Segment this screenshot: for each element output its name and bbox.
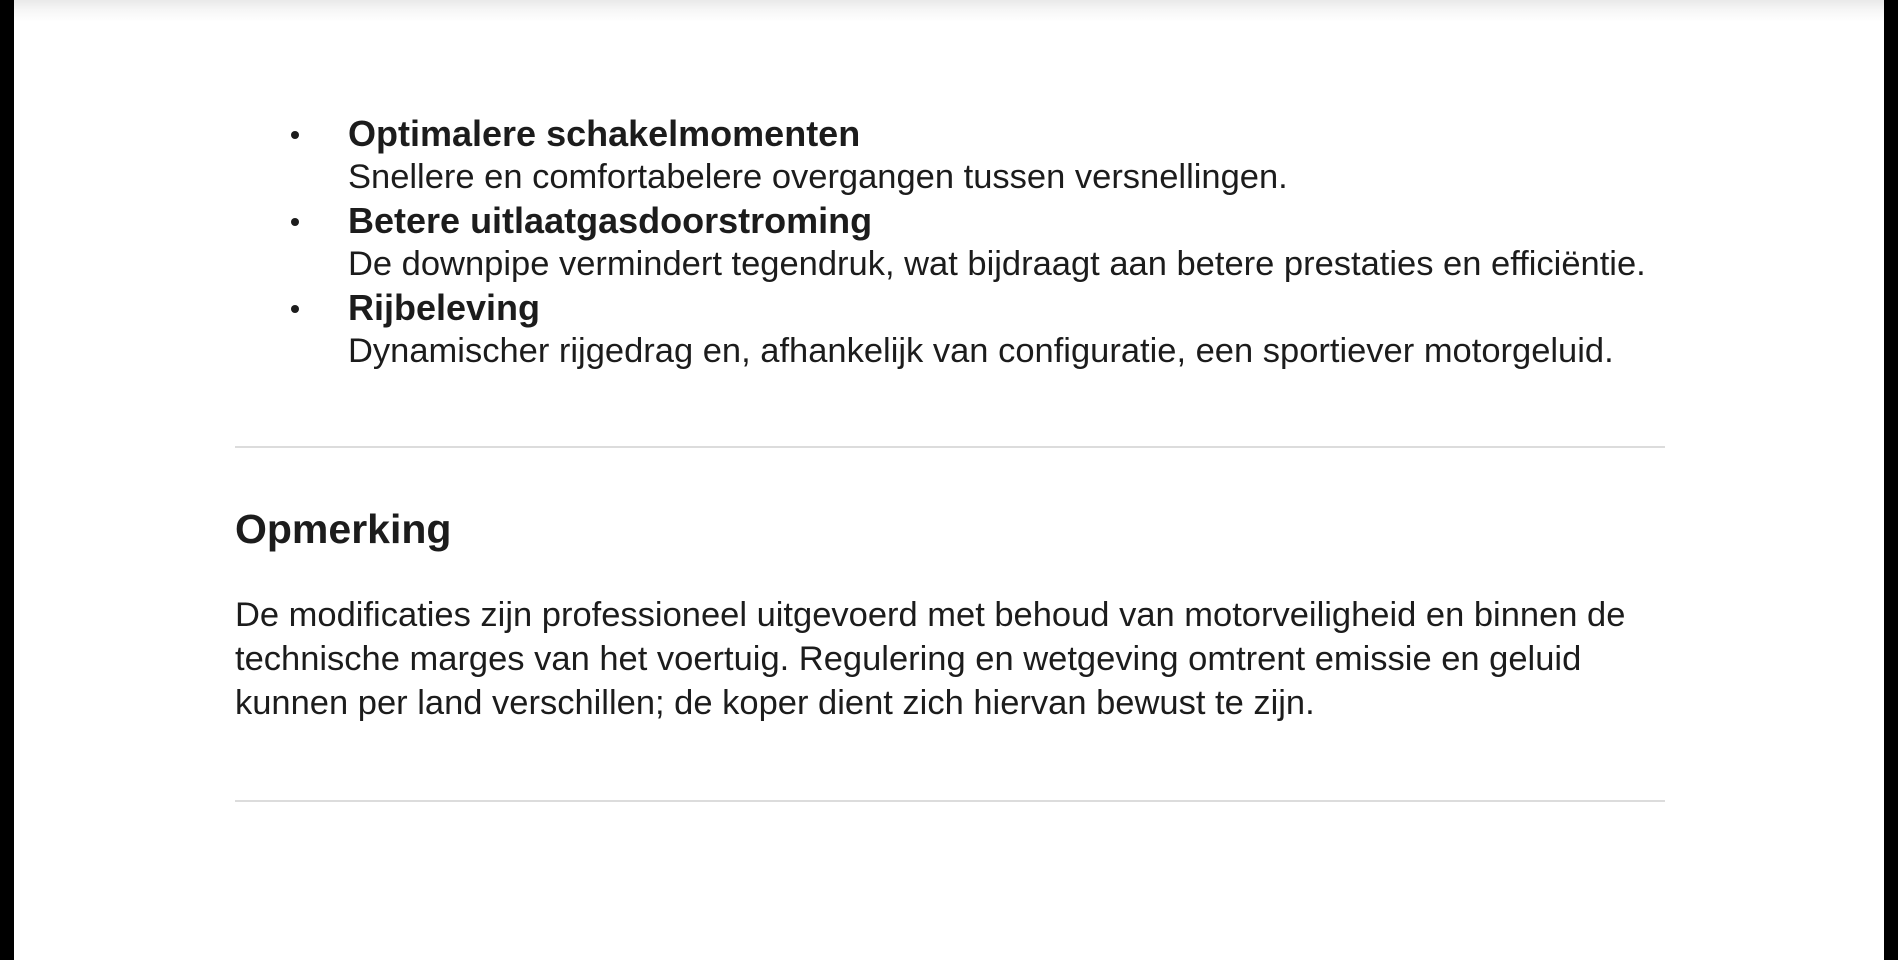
feature-title: Optimalere schakelmomenten bbox=[348, 113, 861, 154]
section-body: De modificaties zijn professioneel uitgevoerd met behoud van motorveiligheid en binnen de technische marges van het voertuig. Regulering en wetgeving omtrent emissie en geluid kunnen per land verschillen; de koper dient zich hiervan bewust te zijn. bbox=[235, 596, 1626, 722]
feature-title: Betere uitlaatgasdoorstroming bbox=[348, 200, 873, 241]
section-divider bbox=[235, 800, 1665, 802]
feature-description: Dynamischer rijgedrag en, afhankelijk van configuratie, een sportiever motorgeluid. bbox=[348, 331, 1614, 370]
section-heading: Opmerking bbox=[235, 506, 452, 552]
feature-description: De downpipe vermindert tegendruk, wat bijdraagt aan betere prestaties en efficiëntie. bbox=[348, 244, 1646, 283]
list-item bbox=[348, 112, 1675, 199]
section-divider bbox=[235, 446, 1665, 448]
list-item bbox=[348, 199, 1675, 286]
feature-list bbox=[235, 112, 1675, 373]
feature-description: Snellere en comfortabelere overgangen tussen versnellingen. bbox=[348, 157, 1288, 196]
bullet-icon bbox=[291, 218, 299, 226]
document-page bbox=[14, 0, 1884, 960]
page-top-shadow bbox=[14, 0, 1884, 22]
document-content bbox=[235, 112, 1675, 802]
bullet-icon bbox=[291, 305, 299, 313]
list-item bbox=[348, 286, 1675, 373]
bullet-icon bbox=[291, 131, 299, 139]
feature-title: Rijbeleving bbox=[348, 287, 541, 328]
